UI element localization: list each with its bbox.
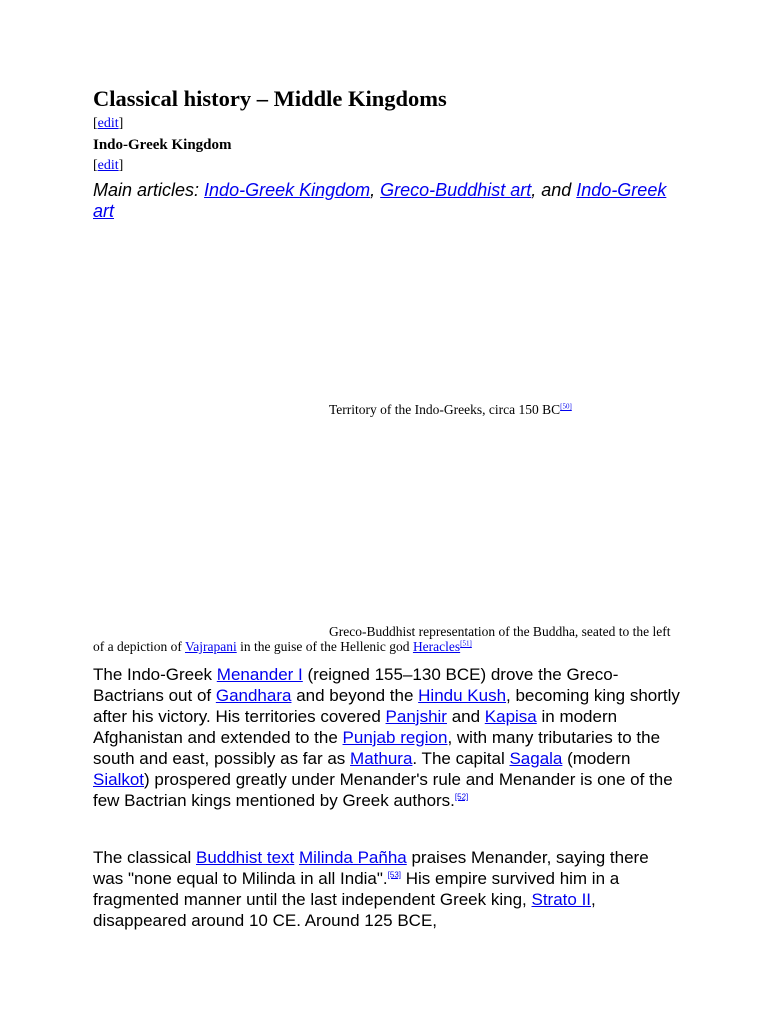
image-caption — [93, 624, 683, 654]
link-buddhist-text[interactable]: Buddhist text — [195, 848, 295, 867]
reference-link[interactable]: [51] — [460, 639, 472, 648]
text: His empire survived him in a fragmented manner until the last independent Greek king, — [93, 869, 620, 909]
link-indo-greek-kingdom[interactable]: Indo-Greek Kingdom — [204, 180, 371, 200]
link-gandhara[interactable]: Gandhara — [215, 686, 292, 705]
text: (modern — [562, 749, 631, 768]
map-caption — [329, 402, 572, 417]
text: The Indo-Greek — [93, 665, 217, 684]
edit-section-link: [edit] — [93, 158, 124, 173]
edit-link[interactable]: edit — [97, 116, 119, 131]
reference-link[interactable]: [50] — [560, 402, 572, 411]
link-strato-ii[interactable]: Strato II — [531, 890, 592, 909]
link-panjshir[interactable]: Panjshir — [385, 707, 447, 726]
caption-text: Territory of the Indo-Greeks, circa 150 BC — [329, 402, 561, 417]
caption-text: in the guise of the Hellenic god — [236, 639, 413, 654]
link-mathura[interactable]: Mathura — [350, 749, 413, 768]
link-milinda-panha[interactable]: Milinda Pañha — [299, 848, 407, 867]
text: , disappeared around 10 CE. Around 125 BCE, — [93, 890, 596, 930]
link-punjab-region[interactable]: Punjab region — [342, 728, 448, 747]
text: ) prospered greatly under Menander's rule and Menander is one of the few Bactrian kings mentioned by Greek authors. — [93, 770, 673, 810]
link-vajrapani[interactable]: Vajrapani — [184, 639, 237, 654]
link-sialkot[interactable]: Sialkot — [93, 770, 145, 789]
text: , becoming king shortly after his victory. His territories covered — [93, 686, 680, 726]
link-indo-greek-art[interactable]: Indo-Greek art — [93, 180, 667, 221]
text: (reigned 155–130 BCE) drove the Greco-Bactrians out of — [93, 665, 619, 705]
text: and — [446, 707, 485, 726]
separator: , and — [531, 180, 577, 200]
caption-text: Greco-Buddhist representation of the Buddha, seated to the left of a depiction of — [93, 624, 671, 654]
link-sagala[interactable]: Sagala — [509, 749, 563, 768]
link-heracles[interactable]: Heracles — [412, 639, 461, 654]
main-articles-prefix: Main articles: — [93, 180, 205, 200]
reference-link[interactable]: [53] — [387, 870, 401, 880]
separator: , — [370, 180, 381, 200]
text: and beyond the — [291, 686, 419, 705]
link-menander-i[interactable]: Menander I — [216, 665, 303, 684]
reference-link[interactable]: [52] — [454, 792, 469, 802]
link-kapisa[interactable]: Kapisa — [484, 707, 537, 726]
edit-link[interactable]: edit — [97, 158, 119, 173]
body-paragraph — [93, 664, 683, 811]
text: , with many tributaries to the south and east, possibly as far as — [93, 728, 661, 768]
section-subheading: Indo-Greek Kingdom — [93, 137, 232, 153]
edit-section-link: [edit] — [93, 116, 124, 131]
text: . The capital — [412, 749, 510, 768]
main-articles-note — [93, 180, 683, 222]
text: in modern Afghanistan and extended to the — [93, 707, 618, 747]
link-greco-buddhist-art[interactable]: Greco-Buddhist art — [380, 180, 532, 200]
text: The classical — [93, 848, 196, 867]
page-title: Classical history – Middle Kingdoms — [93, 86, 447, 111]
link-hindu-kush[interactable]: Hindu Kush — [418, 686, 507, 705]
body-paragraph — [93, 847, 683, 931]
text: praises Menander, saying there was "none equal to Milinda in all India". — [93, 848, 649, 888]
